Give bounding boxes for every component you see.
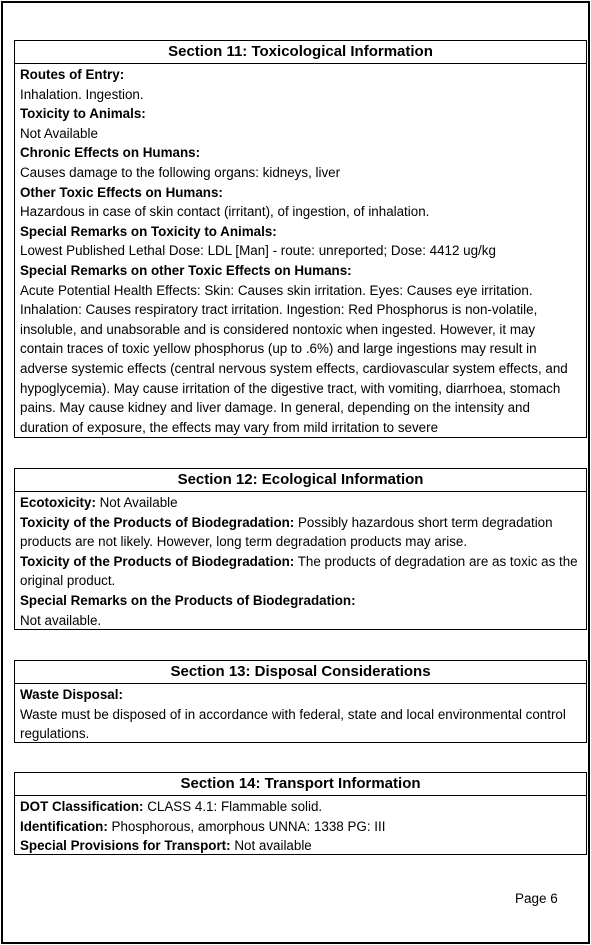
special-remarks-humans-value: Acute Potential Health Effects: Skin: Causes skin irritation. Eyes: Causes eye irritation. Inhalation: Causes respiratory tract irritation. Ingestion: Red Phosphorus is non-volatile, insoluble, and unabsorable and is considered nontoxic when ingested. However, it may contain traces of toxic yellow phosphorus (up to .6%) and large ingestions may result in adverse systemic effects (central nervous system effects, cardiovascular system effects, and hypoglycemia). May cause irritation of the digestive tract, with vomiting, diarrhoea, stomach pains. May cause kidney and liver damage. In general, depending on the intensity and duration of exposure, the effects may vary from mild irritation to severe: [20, 282, 568, 435]
special-provisions-row: [20, 836, 581, 856]
section-body: [15, 492, 586, 632]
section-title: Section 12: Ecological Information: [15, 469, 586, 492]
section-title: Section 14: Transport Information: [15, 773, 586, 796]
identification-label: Identification:: [20, 818, 108, 834]
section-body: [15, 796, 586, 858]
dot-classification-value: CLASS 4.1: Flammable solid.: [147, 799, 323, 814]
section-body: [15, 64, 586, 439]
biodegradation-toxicity-value: The products of degradation are as toxic as the original product.: [20, 553, 578, 589]
toxicity-to-animals-label: Toxicity to Animals:: [20, 106, 146, 122]
section-11-toxicological: [14, 40, 587, 438]
waste-disposal-value: Waste must be disposed of in accordance with federal, state and local environmental control regulations.: [20, 706, 566, 742]
biodegradation-toxicity-row: [20, 552, 581, 591]
identification-row: [20, 817, 581, 837]
special-remarks-biodegradation-value: Not available.: [20, 612, 102, 628]
section-14-transport: [14, 772, 587, 855]
special-provisions-value: Not available: [234, 838, 312, 854]
special-remarks-humans-label: Special Remarks on other Toxic Effects on Humans:: [20, 262, 352, 278]
special-remarks-animals-value: Lowest Published Lethal Dose: LDL [Man] - route: unreported; Dose: 4412 ug/kg: [20, 243, 496, 259]
other-toxic-effects-label: Other Toxic Effects on Humans:: [20, 184, 223, 200]
biodegradation-products-row: [20, 513, 581, 552]
section-13-disposal: [14, 660, 587, 743]
page-number: Page 6: [515, 891, 558, 906]
section-body: [15, 684, 586, 746]
waste-disposal-label: Waste Disposal:: [20, 687, 123, 702]
biodegradation-products-label: Toxicity of the Products of Biodegradation:: [20, 514, 295, 530]
toxicity-to-animals-value: Not Available: [20, 125, 98, 141]
other-toxic-effects-value: Hazardous in case of skin contact (irritant), of ingestion, of inhalation.: [20, 204, 430, 220]
ecotoxicity-value: Not Available: [99, 495, 178, 510]
dot-classification-label: DOT Classification:: [20, 799, 144, 814]
ecotoxicity-row: [20, 493, 581, 513]
section-title: Section 11: Toxicological Information: [15, 41, 586, 64]
chronic-effects-value: Causes damage to the following organs: kidneys, liver: [20, 164, 341, 180]
section-12-ecological: [14, 468, 587, 630]
routes-of-entry-label: Routes of Entry:: [20, 67, 125, 82]
routes-of-entry-value: Inhalation. Ingestion.: [20, 86, 144, 102]
special-remarks-animals-label: Special Remarks on Toxicity to Animals:: [20, 223, 277, 239]
special-provisions-label: Special Provisions for Transport:: [20, 838, 231, 854]
special-remarks-biodegradation-label: Special Remarks on the Products of Biodegradation:: [20, 592, 356, 608]
identification-value: Phosphorous, amorphous UNNA: 1338 PG: III: [111, 818, 386, 834]
section-title: Section 13: Disposal Considerations: [15, 661, 586, 684]
biodegradation-products-value: Possibly hazardous short term degradation products are not likely. However, long term degradation products may arise.: [20, 514, 553, 550]
ecotoxicity-label: Ecotoxicity:: [20, 495, 96, 510]
chronic-effects-label: Chronic Effects on Humans:: [20, 145, 201, 161]
biodegradation-toxicity-label: Toxicity of the Products of Biodegradation:: [20, 553, 295, 569]
dot-classification-row: [20, 797, 581, 817]
